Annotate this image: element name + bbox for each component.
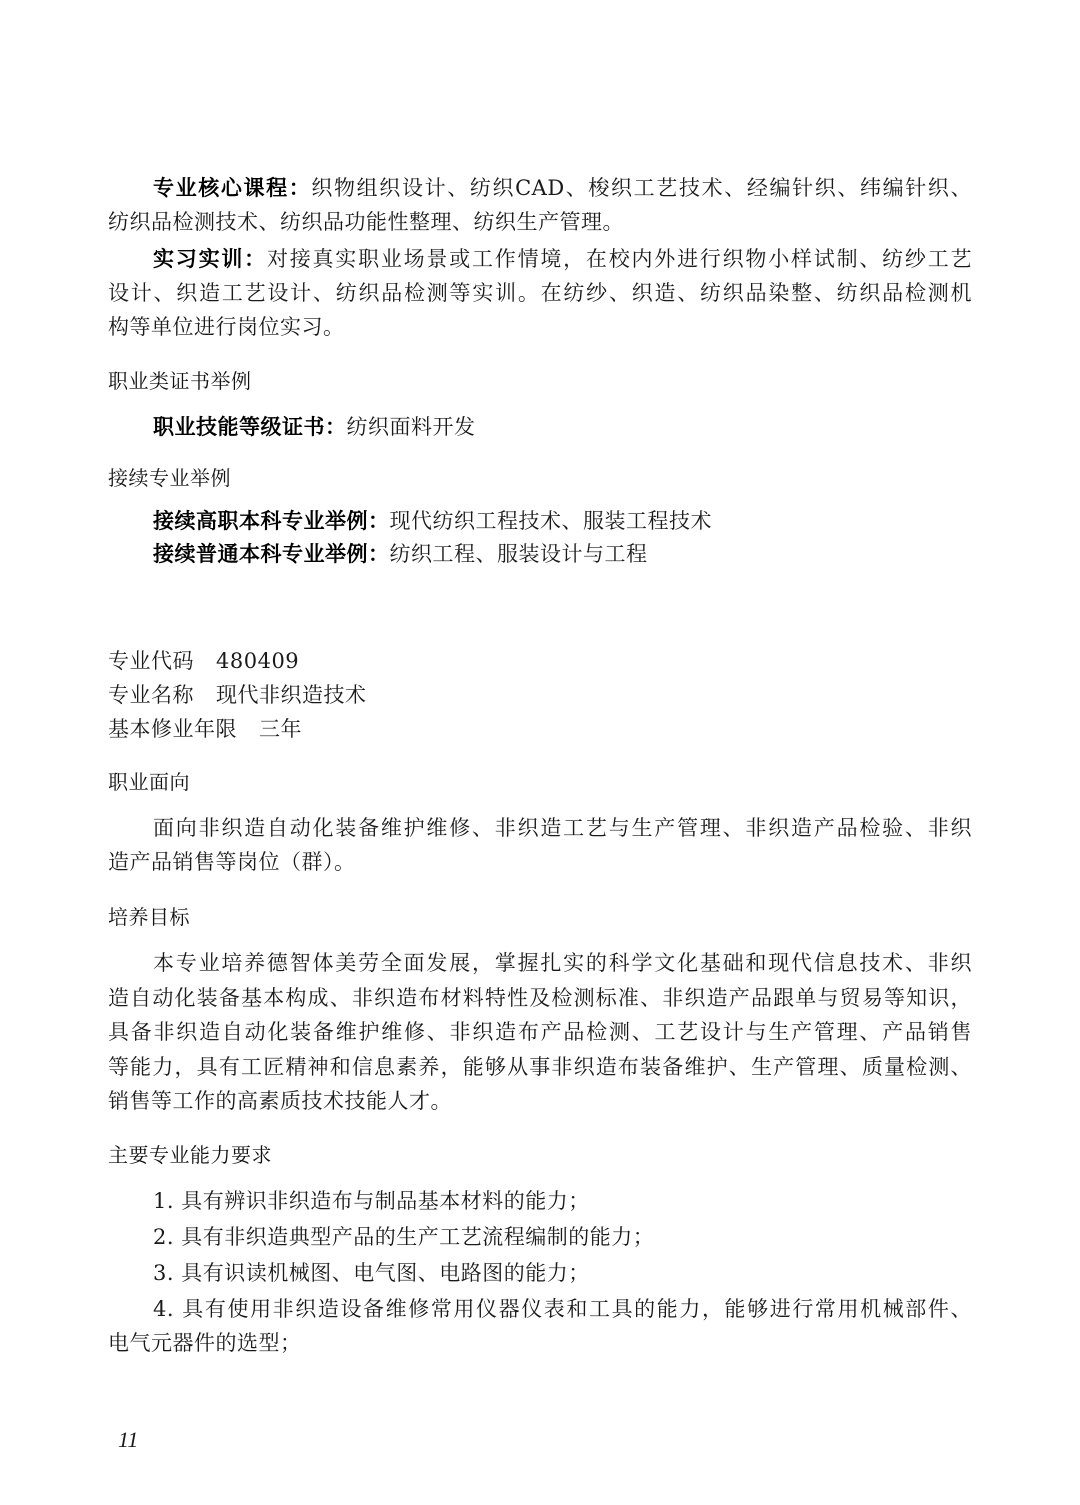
core-courses-label: 专业核心课程： (153, 176, 312, 200)
major-code-label: 专业代码 (108, 649, 194, 673)
continuation-higher-line (153, 504, 972, 538)
certificate-line (153, 410, 972, 444)
ability-item-4-line-2: 电气元器件的选型； (108, 1331, 302, 1355)
major-years-value: 三年 (259, 717, 302, 741)
page-number: 11 (118, 1427, 139, 1452)
certificates-heading: 职业类证书举例 (108, 369, 252, 393)
certificate-label: 职业技能等级证书： (153, 415, 347, 439)
core-courses-line-2: 纺织品检测技术、纺织品功能性整理、纺织生产管理。 (108, 210, 624, 234)
objective-line-5: 销售等工作的高素质技术技能人才。 (108, 1089, 452, 1113)
internship-line-3: 构等单位进行岗位实习。 (108, 315, 345, 339)
continuation-higher-value: 现代纺织工程技术、服装工程技术 (389, 509, 712, 533)
objective-line-3: 具备非织造自动化装备维护维修、非织造布产品检测、工艺设计与生产管理、产品销售 (108, 1020, 972, 1044)
major-code-value: 480409 (216, 649, 300, 673)
continuation-heading: 接续专业举例 (108, 466, 231, 490)
objective-line-4: 等能力，具有工匠精神和信息素养，能够从事非织造布装备维护、生产管理、质量检测、 (108, 1055, 972, 1079)
ability-item-1: 1. 具有辨识非织造布与制品基本材料的能力； (153, 1189, 590, 1213)
continuation-regular-label: 接续普通本科专业举例： (153, 542, 390, 566)
objective-heading: 培养目标 (108, 905, 190, 929)
continuation-regular-value: 纺织工程、服装设计与工程 (389, 542, 648, 566)
orientation-line-2: 造产品销售等岗位（群）。 (108, 850, 356, 874)
major-name-line (108, 678, 972, 712)
continuation-higher-label: 接续高职本科专业举例： (153, 509, 390, 533)
core-courses-line-1 (153, 171, 972, 205)
major-code-line (108, 644, 972, 678)
orientation-heading: 职业面向 (108, 770, 190, 794)
internship-line-1 (153, 242, 972, 276)
ability-item-3: 3. 具有识读机械图、电气图、电路图的能力； (153, 1261, 590, 1285)
major-name-value: 现代非织造技术 (216, 683, 367, 707)
internship-line-2: 设计、织造工艺设计、纺织品检测等实训。在纺纱、织造、纺织品染整、纺织品检测机 (108, 281, 972, 305)
internship-text: 对接真实职业场景或工作情境，在校内外进行织物小样试制、纺纱工艺 (266, 247, 973, 271)
objective-line-1: 本专业培养德智体美劳全面发展，掌握扎实的科学文化基础和现代信息技术、非织 (153, 951, 972, 975)
objective-line-2: 造自动化装备基本构成、非织造布材料特性及检测标准、非织造产品跟单与贸易等知识， (108, 986, 972, 1010)
ability-item-2: 2. 具有非织造典型产品的生产工艺流程编制的能力； (153, 1225, 655, 1249)
continuation-regular-line (153, 537, 972, 571)
ability-item-4-line-1: 4. 具有使用非织造设备维修常用仪器仪表和工具的能力，能够进行常用机械部件、 (153, 1297, 972, 1321)
internship-label: 实习实训： (153, 247, 267, 271)
core-courses-text: 织物组织设计、纺织CAD、梭织工艺技术、经编针织、纬编针织、 (311, 176, 973, 200)
abilities-heading: 主要专业能力要求 (108, 1143, 272, 1167)
major-name-label: 专业名称 (108, 683, 194, 707)
major-years-line (108, 712, 972, 746)
major-years-label: 基本修业年限 (108, 717, 237, 741)
orientation-line-1: 面向非织造自动化装备维护维修、非织造工艺与生产管理、非织造产品检验、非织 (153, 816, 972, 840)
certificate-value: 纺织面料开发 (346, 415, 476, 439)
